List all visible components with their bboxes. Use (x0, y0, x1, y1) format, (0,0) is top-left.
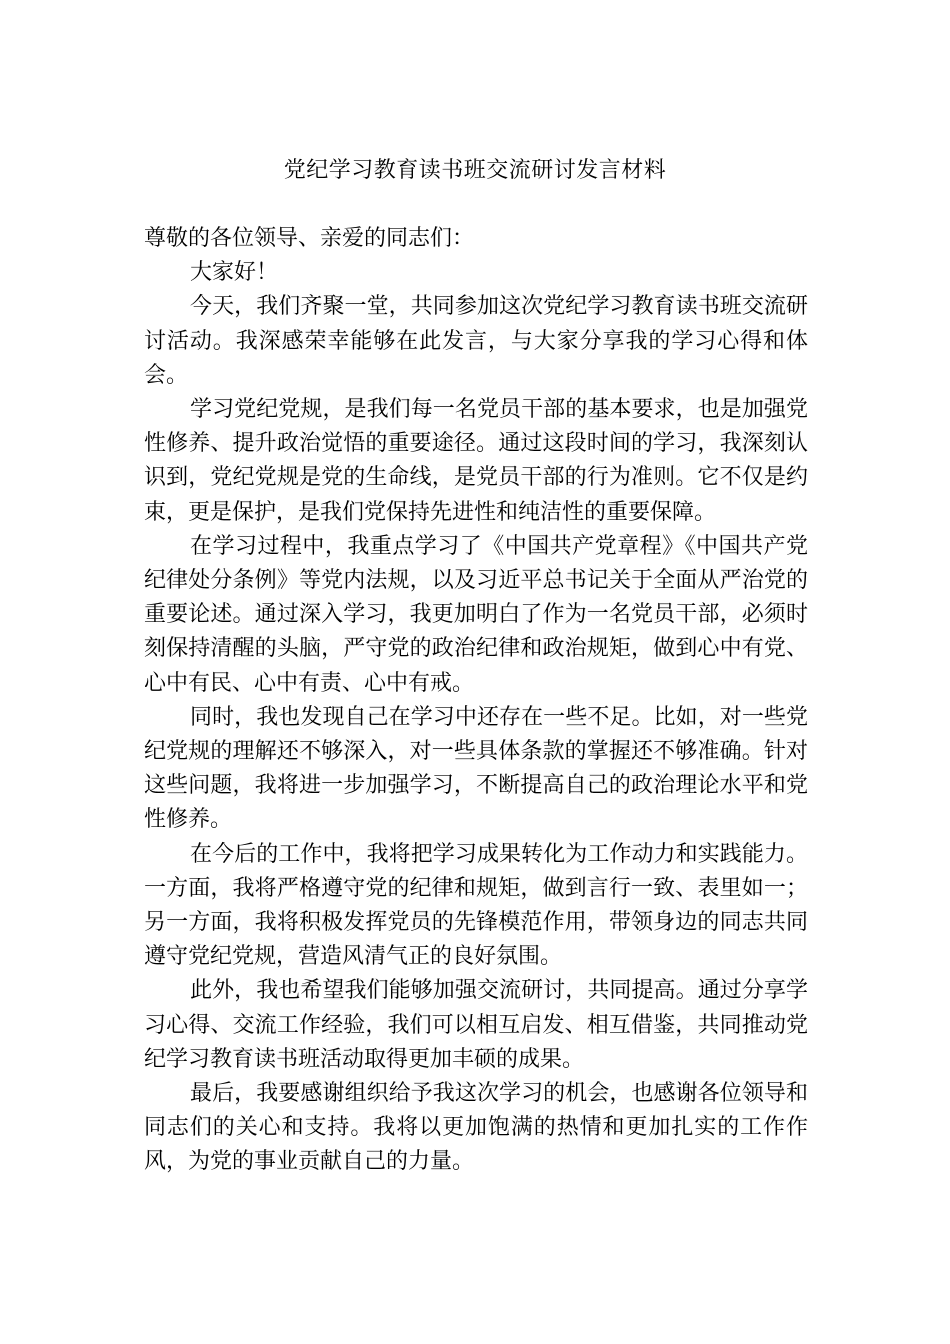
paragraph: 在学习过程中，我重点学习了《中国共产党章程》《中国共产党纪律处分条例》等党内法规，以及习近平总书记关于全面从严治党的重要论述。通过深入学习，我更加明白了作为一名党员干部，必须时刻保持清醒的头脑，严守党的政治纪律和政治规矩，做到心中有党、心中有民、心中有责、心中有戒。 (144, 533, 808, 696)
paragraph: 学习党纪党规，是我们每一名党员干部的基本要求，也是加强党性修养、提升政治觉悟的重要途径。通过这段时间的学习，我深刻认识到，党纪党规是党的生命线，是党员干部的行为准则。它不仅是约束，更是保护，是我们党保持先进性和纯洁性的重要保障。 (144, 397, 808, 525)
document-title: 党纪学习教育读书班交流研讨发言材料 (283, 158, 667, 183)
paragraph: 在今后的工作中，我将把学习成果转化为工作动力和实践能力。一方面，我将严格遵守党的纪律和规矩，做到言行一致、表里如一；另一方面，我将积极发挥党员的先锋模范作用，带领身边的同志共同遵守党纪党规，营造风清气正的良好氛围。 (144, 841, 808, 970)
paragraph: 今天，我们齐聚一堂，共同参加这次党纪学习教育读书班交流研讨活动。我深感荣幸能够在此发言，与大家分享我的学习心得和体会。 (144, 294, 808, 388)
paragraph: 最后，我要感谢组织给予我这次学习的机会，也感谢各位领导和同志们的关心和支持。我将以更加饱满的热情和更加扎实的工作作风，为党的事业贡献自己的力量。 (144, 1081, 808, 1175)
paragraph: 此外，我也希望我们能够加强交流研讨，共同提高。通过分享学习心得、交流工作经验，我们可以相互启发、相互借鉴，共同推动党纪学习教育读书班活动取得更加丰硕的成果。 (144, 978, 808, 1072)
document-body (144, 222, 808, 1180)
salutation: 尊敬的各位领导、亲爱的同志们： (144, 226, 475, 251)
paragraph: 同时，我也发现自己在学习中还存在一些不足。比如，对一些党纪党规的理解还不够深入，对一些具体条款的掌握还不够准确。针对这些问题，我将进一步加强学习，不断提高自己的政治理论水平和党性修养。 (144, 704, 808, 833)
greeting: 大家好！ (190, 260, 279, 286)
